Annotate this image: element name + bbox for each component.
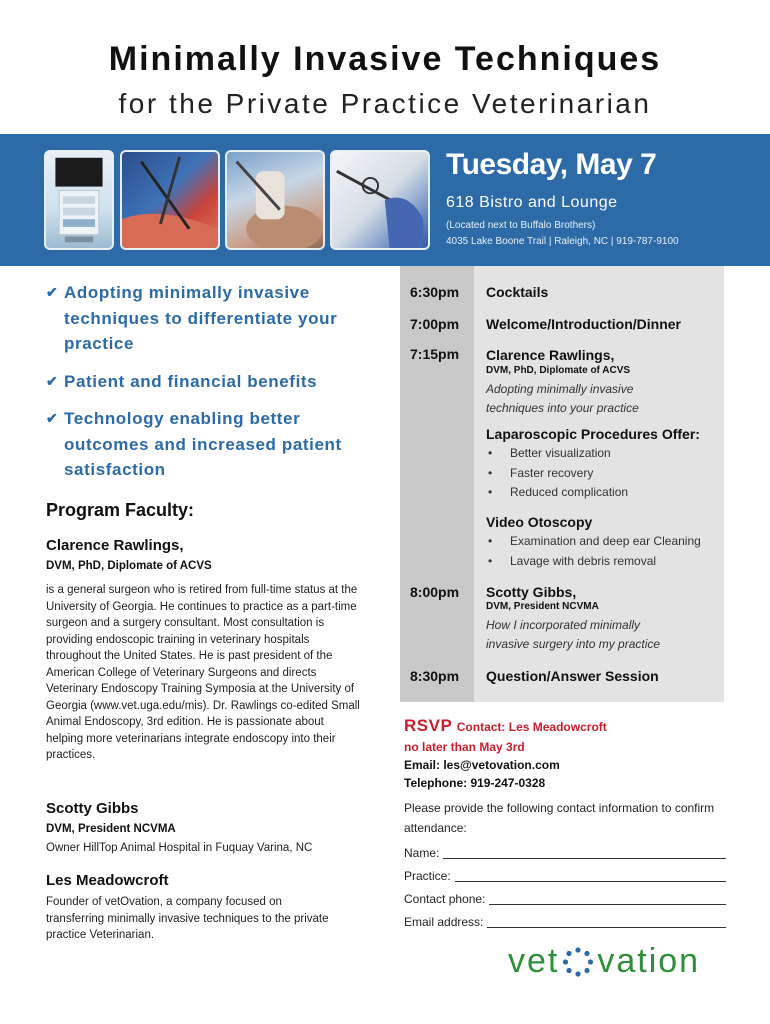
rsvp-telephone: Telephone: 919-247-0328 [404, 776, 546, 790]
event-venue: 618 Bistro and Lounge [446, 194, 618, 211]
faculty-bio: Owner HillTop Animal Hospital in Fuquay Varina, NC [46, 842, 313, 854]
field-label: Contact phone: [404, 892, 486, 906]
name-field[interactable] [404, 846, 726, 860]
email-address-field[interactable] [404, 915, 726, 929]
venue-address: 4035 Lake Boone Trail | Raleigh, NC | 919-787-9100 [446, 236, 679, 247]
field-label: Email address: [404, 915, 484, 929]
schedule-time: 6:30pm [410, 284, 460, 300]
schedule-title: Welcome/Introduction/Dinner [486, 316, 681, 332]
event-date: Tuesday, May 7 [446, 148, 657, 181]
list-item: • Lavage with debris removal [486, 552, 701, 572]
schedule-section-title: Video Otoscopy [486, 514, 593, 530]
phone-input-line[interactable] [489, 892, 726, 905]
page-subtitle: for the Private Practice Veterinarian [118, 88, 652, 119]
schedule-section-title: Laparoscopic Procedures Offer: [486, 426, 700, 442]
checkmark-icon: ✔ [46, 372, 59, 389]
rsvp-header [404, 716, 607, 736]
rsvp-email: Email: les@vetovation.com [404, 758, 560, 772]
vetovation-logo [508, 942, 700, 981]
logo-text-right: vation [597, 942, 701, 980]
list-item: • Faster recovery [486, 464, 628, 484]
otoscopy-photo [225, 150, 325, 250]
highlight-item [46, 280, 366, 357]
schedule-talk: Adopting minimally invasive techniques into your practice [486, 382, 639, 415]
checkmark-icon: ✔ [46, 410, 59, 426]
email-input-line[interactable] [487, 915, 726, 928]
schedule-talk: How I incorporated minimally invasive surgery into my practice [486, 618, 661, 651]
name-input-line[interactable] [443, 846, 726, 859]
faculty-credentials: DVM, President NCVMA [46, 823, 176, 835]
instrument-photo [330, 150, 430, 250]
highlight-text: Adopting minimally invasive techniques to differentiate your practice [64, 283, 338, 353]
highlights-list [46, 280, 366, 495]
schedule-time: 8:30pm [410, 668, 460, 684]
faculty-name: Clarence Rawlings, [46, 537, 184, 554]
rsvp-deadline: no later than May 3rd [404, 740, 525, 754]
schedule-time: 8:00pm [410, 584, 460, 600]
schedule-list [486, 444, 628, 503]
schedule-time: 7:00pm [410, 316, 460, 332]
faculty-name: Scotty Gibbs [46, 800, 139, 817]
rsvp-prompt: Please provide the following contact information to confirm attendance: [404, 801, 715, 835]
schedule-title: Question/Answer Session [486, 668, 659, 684]
checkmark-icon: ✔ [46, 284, 59, 300]
faculty-name: Les Meadowcroft [46, 872, 169, 889]
rsvp-label: RSVP [404, 716, 453, 735]
schedule-title: Cocktails [486, 284, 549, 300]
list-item: • Better visualization [486, 444, 628, 464]
event-banner [0, 134, 770, 266]
logo-ring-icon [561, 945, 595, 979]
list-item: • Reduced complication [486, 483, 628, 503]
field-label: Practice: [404, 869, 451, 883]
schedule-credentials: DVM, PhD, Diplomate of ACVS [486, 365, 631, 376]
logo-text-left: vet [508, 942, 560, 980]
schedule-credentials: DVM, President NCVMA [486, 601, 599, 612]
faculty-heading: Program Faculty: [46, 500, 195, 520]
contact-phone-field[interactable] [404, 892, 726, 906]
practice-field[interactable] [404, 869, 726, 883]
highlight-text: Patient and financial benefits [64, 371, 318, 391]
schedule-time: 7:15pm [410, 346, 460, 362]
venue-note: (Located next to Buffalo Brothers) [446, 220, 596, 231]
faculty-bio: Founder of vetOvation, a company focused on transferring minimally invasive techniques to the private practice Veterinarian. [46, 896, 329, 941]
surgery-photo [120, 150, 220, 250]
rsvp-contact: Contact: Les Meadowcroft [456, 720, 607, 734]
faculty-credentials: DVM, PhD, Diplomate of ACVS [46, 560, 212, 572]
practice-input-line[interactable] [455, 869, 726, 882]
highlight-item [46, 406, 366, 483]
schedule-panel [400, 266, 724, 702]
highlight-text: Technology enabling better outcomes and increased patient satisfaction [64, 409, 342, 479]
endoscopy-tower-photo [44, 150, 114, 250]
schedule-list [486, 532, 701, 571]
highlight-item [46, 369, 366, 395]
list-item: • Examination and deep ear Cleaning [486, 532, 701, 552]
field-label: Name: [404, 846, 440, 860]
schedule-title: Clarence Rawlings, [486, 347, 615, 363]
page-title: Minimally Invasive Techniques [108, 40, 662, 78]
schedule-title: Scotty Gibbs, [486, 584, 577, 600]
faculty-bio: is a general surgeon who is retired from full-time status at the University of Georgia. He continues to practice as a part-time surgeon and a surgery consultant. Most consultation is providing endoscopic training in veterinary hospitals throughout the United States. He is past president of the American College of Veterinary Surgeons and directs Veterinary Endoscopy Training Symposia at the University of Georgia (www.vet.uga.edu/mis). Dr. Rawlings co-edited Small Animal Endoscopy, 3rd edition. He is passionate about helping more veterinarians integrate endoscopy into their practices. [46, 584, 360, 761]
